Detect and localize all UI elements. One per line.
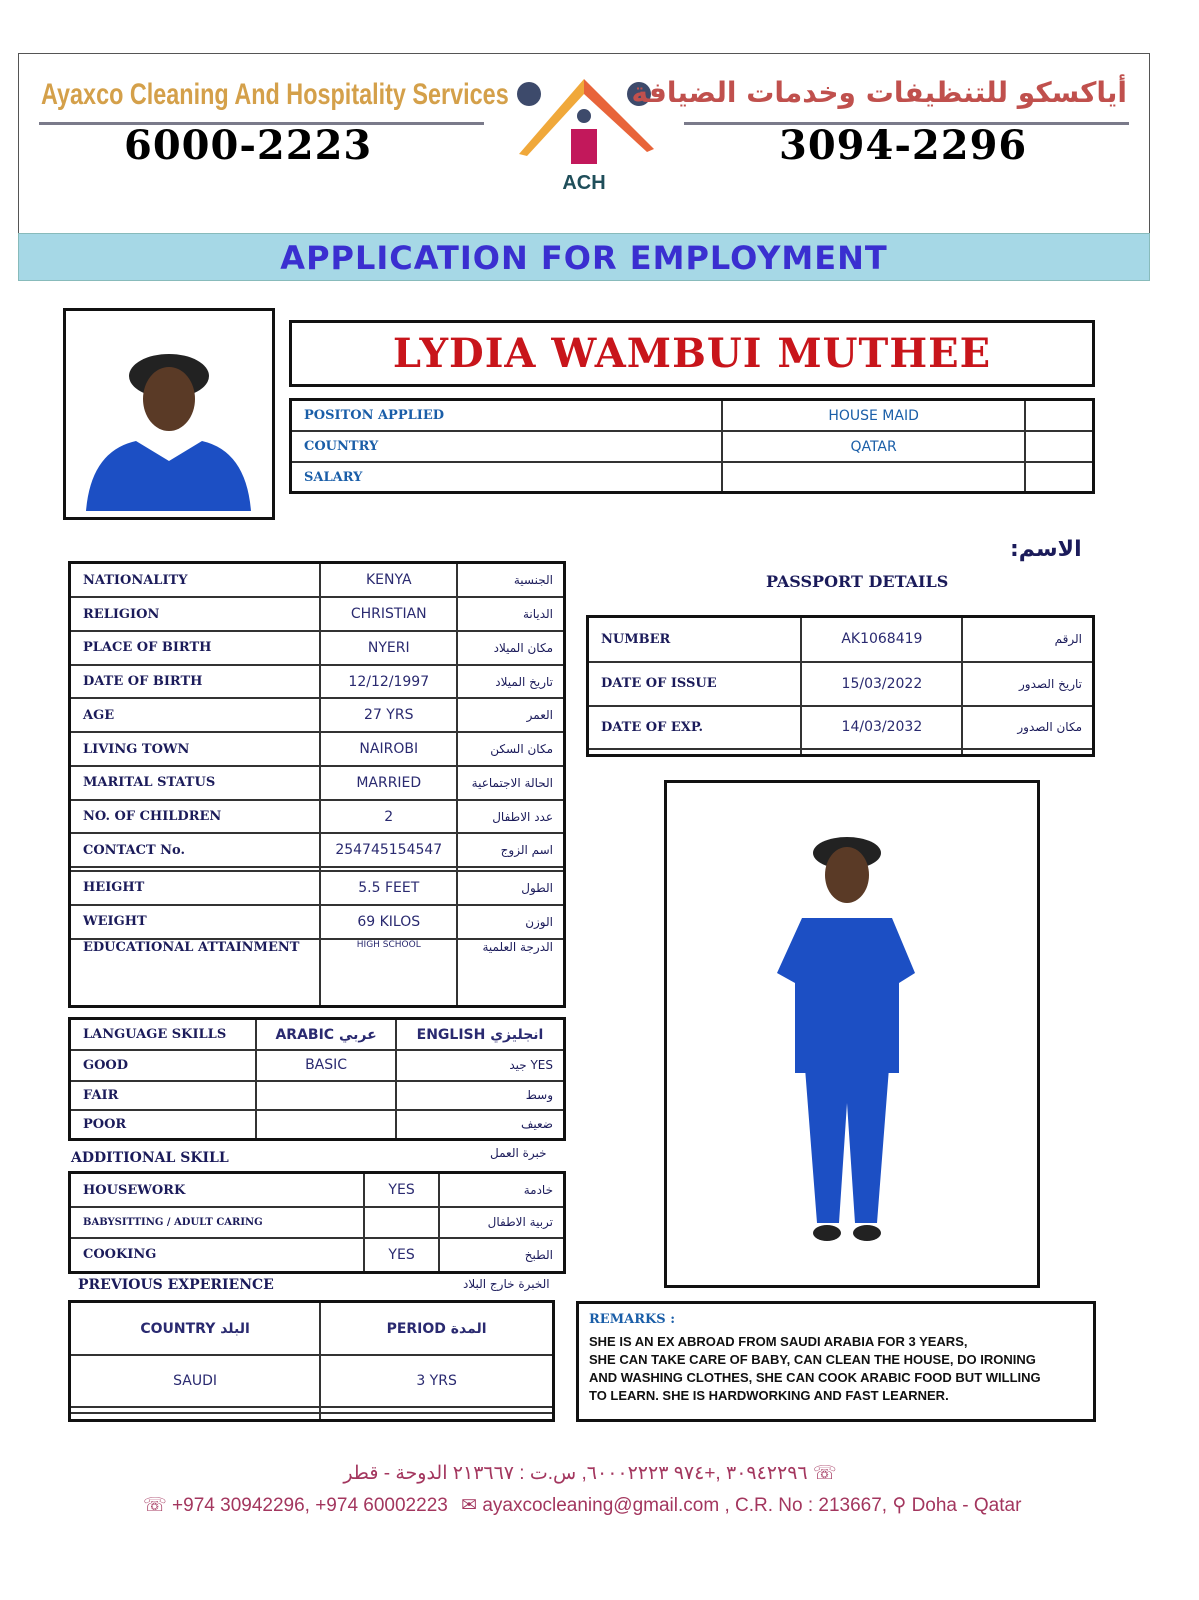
table-cell: 69 KILOS [320, 905, 457, 939]
table-row [70, 665, 565, 699]
table-cell [1025, 431, 1094, 462]
table-cell: الديانة [457, 597, 564, 631]
additional-skill-table [68, 1171, 566, 1274]
table-cell: SAUDI [70, 1355, 321, 1407]
previous-experience-title: PREVIOUS EXPERIENCE [78, 1277, 274, 1293]
table-row [70, 698, 565, 732]
table-cell: MARITAL STATUS [70, 766, 321, 800]
table-cell: AGE [70, 698, 321, 732]
table-cell: الطول [457, 871, 564, 905]
previous-experience-title-ar: الخبرة خارج البلاد [463, 1277, 550, 1291]
table-cell: CHRISTIAN [320, 597, 457, 631]
table-cell: HEIGHT [70, 871, 321, 905]
table-row [70, 1207, 565, 1237]
footer-email[interactable]: ayaxcocleaning@gmail.com [482, 1495, 720, 1516]
table-cell: YES [364, 1173, 439, 1208]
table-cell: ضعيف [396, 1110, 565, 1140]
table-cell: 12/12/1997 [320, 665, 457, 699]
table-cell: NUMBER [588, 617, 802, 662]
table-cell: NAIROBI [320, 732, 457, 766]
table-cell: YES [364, 1238, 439, 1273]
column-header: ENGLISH انجليزي [396, 1019, 565, 1051]
table-cell: 27 YRS [320, 698, 457, 732]
table-row [70, 800, 565, 834]
table-cell: GOOD [70, 1050, 257, 1081]
table-cell: COUNTRY [291, 431, 723, 462]
table-cell: PLACE OF BIRTH [70, 631, 321, 665]
table-cell: QATAR [722, 431, 1024, 462]
table-cell: POOR [70, 1110, 257, 1140]
mail-icon: ✉ [461, 1495, 478, 1516]
location-icon: ⚲ [892, 1495, 907, 1516]
table-row [70, 766, 565, 800]
table-cell: 2 [320, 800, 457, 834]
remarks-line: AND WASHING CLOTHES, SHE CAN COOK ARABIC FOOD BUT WILLING [589, 1370, 1041, 1385]
table-cell: مكان الصدور [962, 706, 1093, 750]
table-cell: مكان السكن [457, 732, 564, 766]
table-cell: وسط [396, 1081, 565, 1110]
table-row [70, 563, 565, 598]
table-cell: الطبخ [439, 1238, 565, 1273]
table-cell [1025, 462, 1094, 492]
footer-location: Doha - Qatar [911, 1495, 1022, 1516]
table-cell: MARRIED [320, 766, 457, 800]
column-header: PERIOD المدة [320, 1302, 553, 1356]
footer-cr: , C.R. No : 213667, [724, 1495, 888, 1516]
table-cell: 5.5 FEET [320, 871, 457, 905]
phone-left: 6000-2223 [124, 122, 373, 169]
table-row [588, 749, 1094, 755]
letterhead [18, 53, 1150, 233]
table-row [291, 431, 1094, 462]
applicant-name: LYDIA WAMBUI MUTHEE [392, 330, 992, 377]
table-cell: EDUCATIONAL ATTAINMENT [70, 939, 321, 1007]
table-cell: الدرجة العلمية [457, 939, 564, 1007]
table-cell: مكان الميلاد [457, 631, 564, 665]
table-cell: الحالة الاجتماعية [457, 766, 564, 800]
table-cell: RELIGION [70, 597, 321, 631]
table-row [70, 1173, 565, 1208]
table-cell: خادمة [439, 1173, 565, 1208]
additional-skill-title: ADDITIONAL SKILL [71, 1150, 229, 1166]
table-row [588, 662, 1094, 706]
table-row [588, 617, 1094, 662]
table-cell: DATE OF ISSUE [588, 662, 802, 706]
table-cell: العمر [457, 698, 564, 732]
remarks-line: SHE CAN TAKE CARE OF BABY, CAN CLEAN THE HOUSE, DO IRONING [589, 1352, 1036, 1367]
table-cell: DATE OF BIRTH [70, 665, 321, 699]
phone-right: 3094-2296 [779, 122, 1028, 169]
remarks-title: REMARKS : [589, 1312, 676, 1327]
remarks-line: SHE IS AN EX ABROAD FROM SAUDI ARABIA FOR 3 YEARS, [589, 1334, 968, 1349]
table-row [588, 706, 1094, 750]
table-cell: 254745154547 [320, 833, 457, 867]
position-table [289, 398, 1095, 494]
table-cell: LIVING TOWN [70, 732, 321, 766]
table-row [70, 732, 565, 766]
column-header: ARABIC عربي [256, 1019, 396, 1051]
table-cell: SALARY [291, 462, 723, 492]
table-cell: WEIGHT [70, 905, 321, 939]
passport-title: PASSPORT DETAILS [766, 572, 949, 591]
table-row [70, 833, 565, 867]
phone-icon: ☏ [143, 1495, 167, 1516]
table-cell: تاريخ الصدور [962, 662, 1093, 706]
table-cell [588, 749, 802, 755]
title-band [18, 233, 1150, 281]
table-cell: عدد الاطفال [457, 800, 564, 834]
table-cell: تربية الاطفال [439, 1207, 565, 1237]
table-cell [801, 749, 962, 755]
table-cell: BASIC [256, 1050, 396, 1081]
table-row [70, 631, 565, 665]
table-cell [320, 1413, 553, 1420]
table-cell: FAIR [70, 1081, 257, 1110]
table-cell: YES جيد [396, 1050, 565, 1081]
table-row [70, 597, 565, 631]
table-cell [722, 462, 1024, 492]
company-name-ar: أياكسكو للتنظيفات وخدمات الضيافة [631, 76, 1127, 109]
column-header: LANGUAGE SKILLS [70, 1019, 257, 1051]
table-cell [962, 749, 1093, 755]
additional-skill-title-ar: خبرة العمل [490, 1146, 547, 1160]
table-cell: DATE OF EXP. [588, 706, 802, 750]
table-cell: HOUSEWORK [70, 1173, 365, 1208]
table-cell: الجنسية [457, 563, 564, 598]
table-cell: NO. OF CHILDREN [70, 800, 321, 834]
table-row [291, 462, 1094, 492]
table-cell: 3 YRS [320, 1355, 553, 1407]
table-cell: الرقم [962, 617, 1093, 662]
table-cell: 15/03/2022 [801, 662, 962, 706]
table-cell: اسم الزوج [457, 833, 564, 867]
table-row [291, 400, 1094, 432]
table-cell [364, 1207, 439, 1237]
table-cell: الوزن [457, 905, 564, 939]
table-row [70, 1238, 565, 1273]
full-body-photo [664, 780, 1040, 1288]
table-cell: تاريخ الميلاد [457, 665, 564, 699]
footer-arabic: ☏ ٣٠٩٤٢٢٩٦ ,+٩٧٤ ٦٠٠٠٢٢٢٣, س.ت : ٢١٣٦٦٧ الدوحة - قطر [343, 1463, 837, 1484]
experience-table [68, 1300, 555, 1422]
table-cell: HIGH SCHOOL [320, 939, 457, 1007]
table-cell: BABYSITTING / ADULT CARING [70, 1207, 365, 1237]
language-skills-table [68, 1017, 566, 1141]
table-cell: KENYA [320, 563, 457, 598]
name-box [289, 320, 1095, 387]
table-row [70, 1413, 554, 1420]
table-cell: HOUSE MAID [722, 400, 1024, 432]
name-label-ar: الاسم: [1010, 537, 1082, 562]
table-cell [70, 1413, 321, 1420]
company-name-en: Ayaxco Cleaning And Hospitality Services [41, 78, 509, 111]
table-cell: COOKING [70, 1238, 365, 1273]
table-row [70, 1355, 554, 1407]
column-header: COUNTRY البلد [70, 1302, 321, 1356]
table-row [70, 939, 565, 1007]
table-cell: NYERI [320, 631, 457, 665]
footer-contact [143, 1494, 1021, 1517]
svg-text:ACH: ACH [562, 172, 606, 194]
table-cell: AK1068419 [801, 617, 962, 662]
table-cell: CONTACT No. [70, 833, 321, 867]
table-row [70, 905, 565, 939]
table-cell: NATIONALITY [70, 563, 321, 598]
table-row [70, 871, 565, 905]
form-title: APPLICATION FOR EMPLOYMENT [280, 239, 888, 277]
table-cell [256, 1110, 396, 1140]
table-cell: POSITON APPLIED [291, 400, 723, 432]
passport-table [586, 615, 1095, 757]
table-cell: 14/03/2032 [801, 706, 962, 750]
table-cell [256, 1081, 396, 1110]
table-cell [1025, 400, 1094, 432]
remarks-line: TO LEARN. SHE IS HARDWORKING AND FAST LEARNER. [589, 1388, 949, 1403]
personal-details-table [68, 561, 566, 1008]
portrait-photo [63, 308, 275, 520]
footer-phone: +974 30942296, +974 60002223 [172, 1495, 448, 1516]
remarks-box [576, 1301, 1096, 1422]
